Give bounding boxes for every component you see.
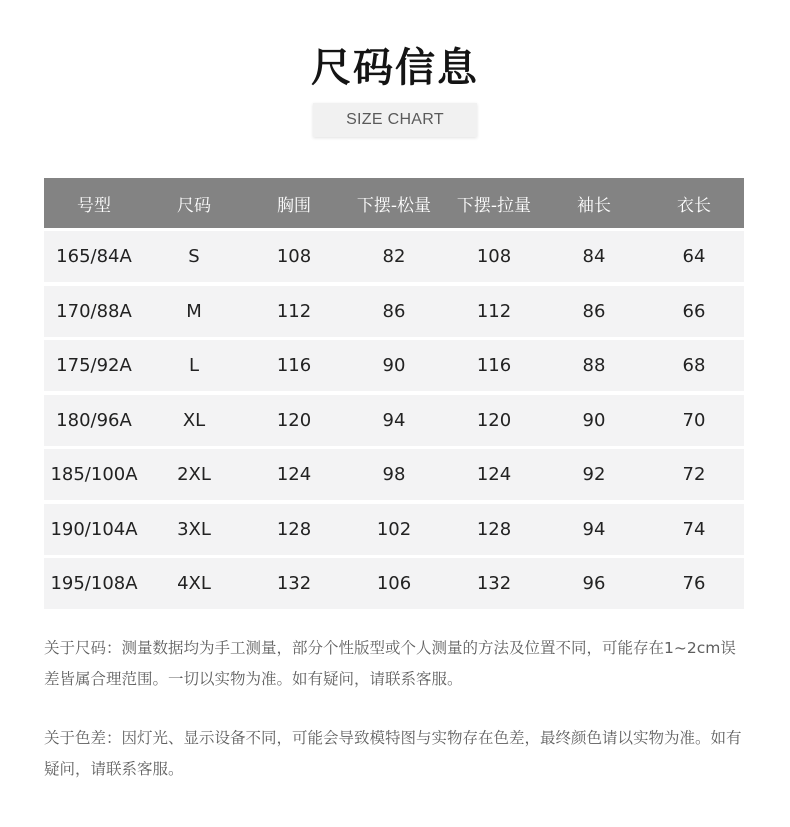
table-cell: 2XL <box>177 464 211 485</box>
table-cell: 64 <box>682 246 706 267</box>
table-cell: 4XL <box>177 573 211 594</box>
table-row <box>44 286 744 337</box>
header-sleeve-length: 袖长 <box>577 195 611 216</box>
table-cell: 98 <box>382 464 406 485</box>
size-table <box>44 178 744 613</box>
table-cell: 124 <box>276 464 312 485</box>
table-cell: 108 <box>276 246 312 267</box>
table-cell: 175/92A <box>56 355 132 376</box>
table-row <box>44 231 744 282</box>
table-row <box>44 449 744 500</box>
table-cell: 120 <box>276 409 312 431</box>
table-cell: 74 <box>682 518 706 540</box>
table-cell: M <box>186 300 202 322</box>
table-cell: 132 <box>476 573 512 594</box>
size-chart-subtitle: SIZE CHART <box>313 103 477 137</box>
table-cell: 108 <box>476 246 512 267</box>
header-chest: 胸围 <box>277 195 311 216</box>
table-row <box>44 504 744 555</box>
table-cell: 124 <box>476 464 512 485</box>
table-cell: 96 <box>582 573 606 594</box>
table-cell: 180/96A <box>56 409 132 431</box>
table-cell: S <box>188 246 200 267</box>
table-cell: 120 <box>476 409 512 431</box>
table-cell: 92 <box>582 464 606 485</box>
page-title: 尺码信息 <box>311 45 479 91</box>
table-cell: XL <box>182 409 206 431</box>
table-cell: 3XL <box>177 518 211 540</box>
table-cell: 72 <box>682 464 706 485</box>
table-cell: 88 <box>582 355 606 376</box>
table-cell: 86 <box>382 300 406 322</box>
table-cell: 86 <box>582 300 606 322</box>
table-cell: 94 <box>582 518 606 540</box>
table-cell: 195/108A <box>50 573 138 594</box>
size-measurement-note: 关于尺码：测量数据均为手工测量，部分个性版型或个人测量的方法及位置不同，可能存在1~2cm误差皆属合理范围。一切以实物为准。如有疑问，请联系客服。 <box>44 639 736 688</box>
table-cell: 132 <box>276 573 312 594</box>
table-cell: 90 <box>582 409 606 431</box>
table-row <box>44 558 744 609</box>
table-cell: 128 <box>476 518 512 540</box>
table-cell: 128 <box>276 518 312 540</box>
table-row <box>44 340 744 391</box>
table-cell: 106 <box>376 573 412 594</box>
table-cell: 76 <box>682 573 706 594</box>
table-cell: 112 <box>276 300 312 322</box>
table-cell: 190/104A <box>50 518 138 540</box>
table-cell: L <box>188 355 200 376</box>
header-hem-stretched: 下摆-拉量 <box>456 195 532 216</box>
table-cell: 102 <box>376 518 412 540</box>
table-header-row <box>44 178 744 228</box>
table-cell: 90 <box>382 355 406 376</box>
table-cell: 66 <box>682 300 706 322</box>
table-cell: 68 <box>682 355 706 376</box>
table-cell: 116 <box>276 355 312 376</box>
table-row <box>44 395 744 446</box>
color-difference-note: 关于色差：因灯光、显示设备不同，可能会导致模特图与实物存在色差，最终颜色请以实物为准。如有疑问，请联系客服。 <box>44 729 742 778</box>
header-garment-length: 衣长 <box>677 195 711 216</box>
header-hem-relaxed: 下摆-松量 <box>356 195 432 216</box>
table-cell: 116 <box>476 355 512 376</box>
table-cell: 84 <box>582 246 606 267</box>
header-size: 尺码 <box>177 195 211 216</box>
table-cell: 112 <box>476 300 512 322</box>
table-cell: 94 <box>382 409 406 431</box>
table-cell: 170/88A <box>56 300 132 322</box>
table-cell: 165/84A <box>56 246 132 267</box>
header-model: 号型 <box>77 195 111 216</box>
table-cell: 70 <box>682 409 706 431</box>
table-cell: 82 <box>382 246 406 267</box>
table-cell: 185/100A <box>50 464 138 485</box>
